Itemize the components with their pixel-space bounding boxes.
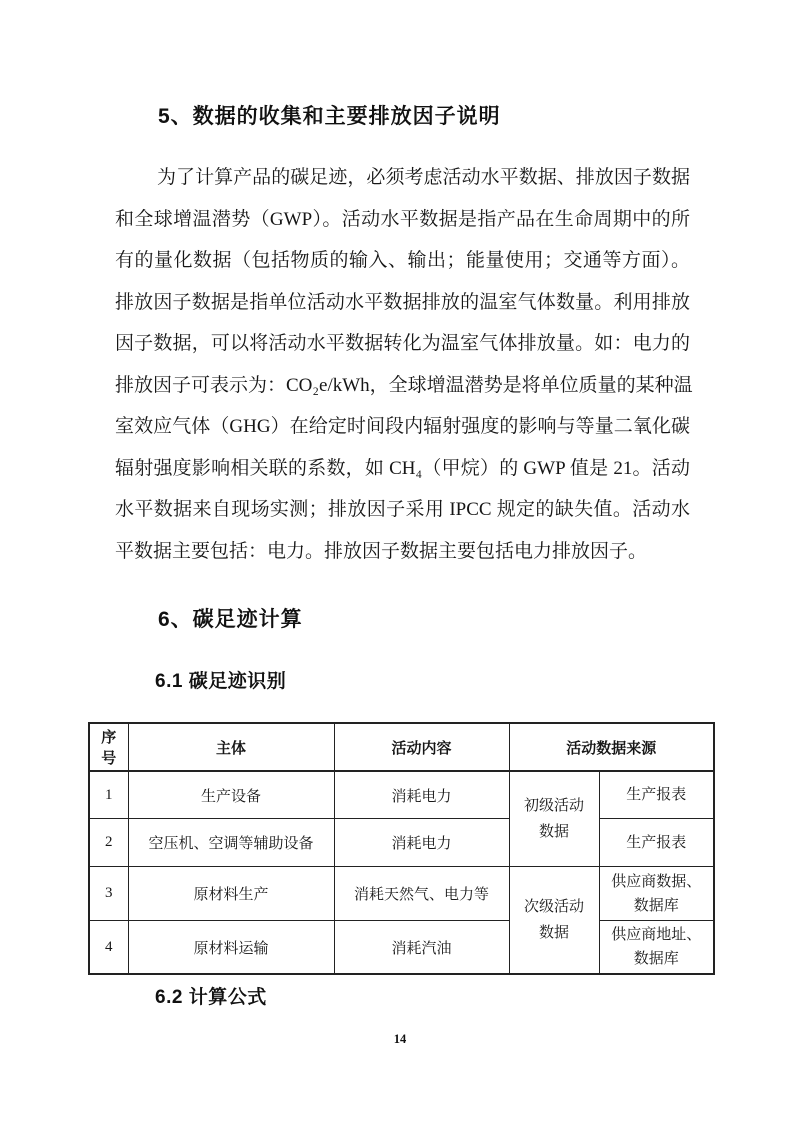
cell-no: 1 xyxy=(89,771,128,819)
paragraph-line: 排放因子可表示为：CO₂e/kWh，全球增温潜势是将单位质量的某种温 xyxy=(115,374,693,396)
cell-activity: 消耗电力 xyxy=(334,819,509,867)
table-row xyxy=(89,819,714,867)
header-cell-data-source: 活动数据来源 xyxy=(509,723,714,771)
cell-no: 2 xyxy=(89,819,128,867)
paragraph-line: 为了计算产品的碳足迹，必须考虑活动水平数据、排放因子数据 xyxy=(157,167,690,188)
cell-subject: 原材料运输 xyxy=(128,921,334,975)
cell-activity: 消耗电力 xyxy=(334,771,509,819)
cell-activity: 消耗汽油 xyxy=(334,921,509,975)
cell-source-group-primary: 初级活动数据 xyxy=(509,771,599,867)
paragraph-line: 因子数据，可以将活动水平数据转化为温室气体排放量。如：电力的 xyxy=(115,333,690,354)
cell-no: 4 xyxy=(89,921,128,975)
cell-source: 供应商地址、数据库 xyxy=(599,921,714,975)
table-row xyxy=(89,867,714,921)
header-cell-activity: 活动内容 xyxy=(334,723,509,771)
cell-activity: 消耗天然气、电力等 xyxy=(334,867,509,921)
cell-subject: 生产设备 xyxy=(128,771,334,819)
cell-source: 生产报表 xyxy=(599,819,714,867)
paragraph-line: 排放因子数据是指单位活动水平数据排放的温室气体数量。利用排放 xyxy=(115,291,690,313)
table-header-row xyxy=(89,723,714,771)
paragraph-line: 平数据主要包括：电力。排放因子数据主要包括电力排放因子。 xyxy=(115,540,648,562)
section5-paragraph xyxy=(115,157,693,572)
cell-subject: 原材料生产 xyxy=(128,867,334,921)
table-row xyxy=(89,771,714,819)
header-cell-no: 序号 xyxy=(89,723,128,771)
cell-source: 生产报表 xyxy=(599,771,714,819)
cell-no: 3 xyxy=(89,867,128,921)
carbon-footprint-table xyxy=(88,722,715,975)
section5-heading: 5、数据的收集和主要排放因子说明 xyxy=(158,105,501,128)
paragraph-line: 辐射强度影响相关联的系数，如 CH₄（甲烷）的 GWP 值是 21。活动 xyxy=(115,457,690,479)
table-row xyxy=(89,921,714,975)
header-cell-subject: 主体 xyxy=(128,723,334,771)
cell-subject: 空压机、空调等辅助设备 xyxy=(128,819,334,867)
paragraph-line: 和全球增温潜势（GWP）。活动水平数据是指产品在生命周期中的所 xyxy=(115,208,690,230)
section6-1-heading: 6.1 碳足迹识别 xyxy=(155,671,287,692)
paragraph-line: 水平数据来自现场实测；排放因子采用 IPCC 规定的缺失值。活动水 xyxy=(115,499,690,520)
paragraph-line: 有的量化数据（包括物质的输入、输出；能量使用；交通等方面）。 xyxy=(115,250,690,271)
section6-2-heading: 6.2 计算公式 xyxy=(155,987,267,1008)
paragraph-line: 室效应气体（GHG）在给定时间段内辐射强度的影响与等量二氧化碳 xyxy=(115,416,690,437)
page-number: 14 xyxy=(393,1032,407,1046)
cell-source: 供应商数据、数据库 xyxy=(599,867,714,921)
cell-source-group-secondary: 次级活动数据 xyxy=(509,867,599,975)
section6-heading: 6、碳足迹计算 xyxy=(158,608,303,631)
